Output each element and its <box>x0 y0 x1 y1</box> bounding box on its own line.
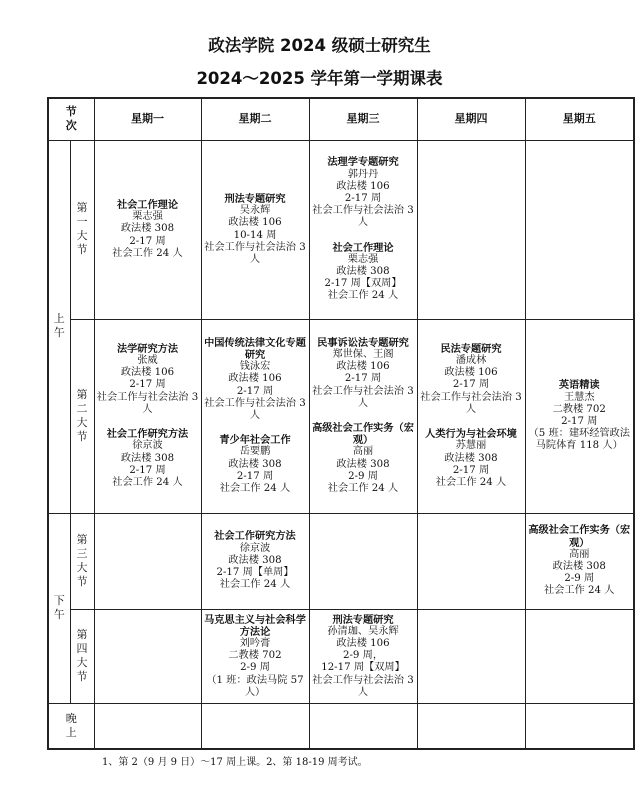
cell-p1-thursday <box>417 140 525 319</box>
course-detail: 政法楼 308 <box>336 266 390 277</box>
course-detail: 政法楼 308 <box>228 554 282 566</box>
course-detail: 2-17 周 <box>561 416 598 427</box>
course-detail: 政法楼 106 <box>336 180 390 192</box>
cell-p1-tuesday <box>201 140 309 319</box>
course-name: 社会工作理论 <box>116 198 179 211</box>
cell-p4-tuesday <box>201 609 309 703</box>
course-entry <box>204 614 307 699</box>
course-detail: 社会工作 24 人 <box>112 247 183 259</box>
cell-p3-tuesday <box>201 513 309 609</box>
course-name: 人类行为与社会环境 <box>425 428 517 441</box>
course-detail: 2-9 周 <box>348 470 378 482</box>
cell-evening-friday <box>525 703 634 749</box>
course-detail: 张威 <box>137 355 158 367</box>
course-detail: 政法楼 308 <box>444 452 498 464</box>
course-entry <box>420 428 523 489</box>
course-detail: 2-17 周 <box>344 373 382 385</box>
course-detail: 政法楼 308 <box>120 452 175 464</box>
course-detail: 社会工作与社会法治 3 人 <box>312 385 414 409</box>
course-name: 民事诉讼法专题研究 <box>317 336 409 349</box>
cell-p2-friday <box>525 319 634 513</box>
cell-p3-monday <box>94 513 201 609</box>
course-detail: 社会工作与社会法治 3 人 <box>204 241 306 265</box>
course-detail: 12-17 周【双周】 <box>321 662 405 674</box>
cell-p3-wednesday <box>309 513 417 609</box>
course-detail: 郑世保、王阁 <box>332 348 394 360</box>
course-entry <box>312 337 415 410</box>
label-period-2: 第二大节 <box>70 319 94 513</box>
course-detail: 高丽 <box>569 548 590 560</box>
course-detail: 潘成林 <box>455 355 487 367</box>
course-name: 高级社会工作实务（宏观） <box>312 422 414 447</box>
course-detail: 2-9 周， <box>342 650 384 662</box>
course-entry <box>97 343 199 416</box>
course-entry <box>528 379 632 452</box>
course-detail: 2-17 周 <box>344 192 382 204</box>
course-name: 法理学专题研究 <box>327 156 399 169</box>
course-detail: 社会工作 24 人 <box>327 483 399 495</box>
course-detail: （1 班：政法马院 57 人） <box>206 674 304 698</box>
cell-p2-monday <box>94 319 201 513</box>
cell-p1-wednesday <box>309 140 417 319</box>
course-detail: 2-17 周 <box>129 464 166 476</box>
course-detail: 社会工作 24 人 <box>219 483 291 495</box>
footnote: 1、第 2（9 月 9 日）～17 周上课。2、第 18-19 周考试。 <box>102 757 368 768</box>
course-entry <box>312 422 415 495</box>
header-jieci: 节次 <box>48 98 94 140</box>
course-name: 高级社会工作实务（宏观） <box>528 524 631 549</box>
course-entry <box>312 242 415 303</box>
course-entry <box>312 614 415 699</box>
cell-evening-monday <box>94 703 201 749</box>
course-detail: 政法楼 106 <box>228 217 282 229</box>
course-entry <box>420 343 523 416</box>
course-detail: 2-17 周 <box>452 379 490 391</box>
title-line-1: 政法学院 2024 级硕士研究生 <box>208 36 431 55</box>
course-entry <box>204 337 307 422</box>
label-period-4: 第四大节 <box>70 609 94 703</box>
course-detail: 社会工作 24 人 <box>219 579 291 591</box>
course-detail: 王慧杰 <box>563 391 595 403</box>
course-entry <box>97 199 199 260</box>
course-detail: 社会工作 24 人 <box>327 290 399 302</box>
course-detail: 政法楼 308 <box>552 561 606 572</box>
course-detail: 政法楼 106 <box>120 367 175 379</box>
course-detail: 政法楼 106 <box>228 373 282 385</box>
cell-p2-tuesday <box>201 319 309 513</box>
course-detail: 政法楼 106 <box>336 361 390 373</box>
cell-p2-thursday <box>417 319 525 513</box>
course-entry <box>97 428 199 489</box>
course-name: 马克思主义与社会科学方法论 <box>204 613 306 638</box>
course-name: 刑法专题研究 <box>224 192 286 205</box>
course-name: 中国传统法律文化专题研究 <box>204 336 306 361</box>
course-detail: 苏慧丽 <box>455 440 487 452</box>
label-period-1: 第一大节 <box>70 140 94 319</box>
course-detail: （5 班：建环经管政法马院体育 118 人） <box>528 428 630 452</box>
course-detail: 社会工作 24 人 <box>435 476 507 488</box>
course-detail: 栗志强 <box>132 211 163 223</box>
course-name: 社会工作研究方法 <box>106 428 189 441</box>
course-detail: 2-17 周 <box>236 385 274 397</box>
label-evening: 晚上 <box>48 703 94 749</box>
header-tuesday: 星期二 <box>201 98 309 140</box>
course-name: 法学研究方法 <box>116 342 179 355</box>
cell-p1-monday <box>94 140 201 319</box>
cell-p3-thursday <box>417 513 525 609</box>
header-wednesday: 星期三 <box>309 98 417 140</box>
header-friday: 星期五 <box>525 98 634 140</box>
course-detail: 2-17 周【双周】 <box>324 278 402 290</box>
header-thursday: 星期四 <box>417 98 525 140</box>
course-detail: 2-17 周 <box>452 464 490 476</box>
cell-p4-friday <box>525 609 634 703</box>
title-line-2: 2024～2025 学年第一学期课表 <box>196 69 443 88</box>
cell-p2-wednesday <box>309 319 417 513</box>
course-entry <box>528 524 632 597</box>
course-detail: 社会工作 24 人 <box>544 585 615 597</box>
course-name: 青少年社会工作 <box>219 434 291 447</box>
course-entry <box>204 193 307 266</box>
course-name: 民法专题研究 <box>440 342 502 355</box>
course-entry <box>204 530 307 591</box>
course-detail: 社会工作与社会法治 3 人 <box>312 205 414 229</box>
course-detail: 二教楼 702 <box>552 403 606 415</box>
label-period-3: 第三大节 <box>70 513 94 609</box>
course-name: 社会工作研究方法 <box>214 530 296 543</box>
course-detail: 政法楼 308 <box>228 458 282 470</box>
label-afternoon: 下午 <box>48 513 70 703</box>
course-detail: 2-17 周 <box>236 470 274 482</box>
course-detail: 徐京波 <box>132 440 163 452</box>
cell-p4-thursday <box>417 609 525 703</box>
course-name: 社会工作理论 <box>332 241 394 254</box>
course-entry <box>204 434 307 495</box>
course-detail: 政法楼 308 <box>120 223 175 235</box>
cell-evening-wednesday <box>309 703 417 749</box>
course-detail: 栗志强 <box>347 253 379 265</box>
course-detail: 2-17 周 <box>129 235 166 247</box>
course-detail: 社会工作与社会法治 3 人 <box>204 397 306 421</box>
course-detail: 岳要鹏 <box>239 446 271 458</box>
course-detail: 郭丹丹 <box>347 168 379 180</box>
course-detail: 社会工作与社会法治 3 人 <box>312 674 414 698</box>
course-detail: 社会工作与社会法治 3 人 <box>420 391 522 415</box>
cell-evening-tuesday <box>201 703 309 749</box>
course-detail: 2-17 周【单周】 <box>216 567 294 579</box>
course-detail: 2-9 周 <box>240 662 270 674</box>
course-detail: 二教楼 702 <box>228 650 282 662</box>
cell-p4-wednesday <box>309 609 417 703</box>
course-detail: 政法楼 106 <box>444 367 498 379</box>
header-monday: 星期一 <box>94 98 201 140</box>
course-detail: 2-17 周 <box>129 379 166 391</box>
cell-evening-thursday <box>417 703 525 749</box>
cell-p4-monday <box>94 609 201 703</box>
schedule-table <box>47 97 635 750</box>
course-detail: 2-9 周 <box>564 573 595 585</box>
label-morning: 上午 <box>48 140 70 513</box>
course-name: 刑法专题研究 <box>332 613 394 626</box>
course-name: 英语精读 <box>558 379 600 392</box>
course-entry <box>312 156 415 229</box>
course-detail: 徐京波 <box>239 542 271 554</box>
cell-p1-friday <box>525 140 634 319</box>
course-detail: 钱泳宏 <box>239 361 271 373</box>
course-detail: 10-14 周 <box>233 229 277 241</box>
course-detail: 政法楼 106 <box>336 637 390 649</box>
course-detail: 刘吟膏 <box>239 637 271 649</box>
course-detail: 社会工作与社会法治 3 人 <box>96 391 199 415</box>
course-detail: 社会工作 24 人 <box>112 476 183 488</box>
course-detail: 高丽 <box>352 446 374 458</box>
course-detail: 吴永辉 <box>239 205 271 217</box>
course-detail: 孙清珈、吴永辉 <box>327 625 399 637</box>
cell-p3-friday <box>525 513 634 609</box>
course-detail: 政法楼 308 <box>336 458 390 470</box>
